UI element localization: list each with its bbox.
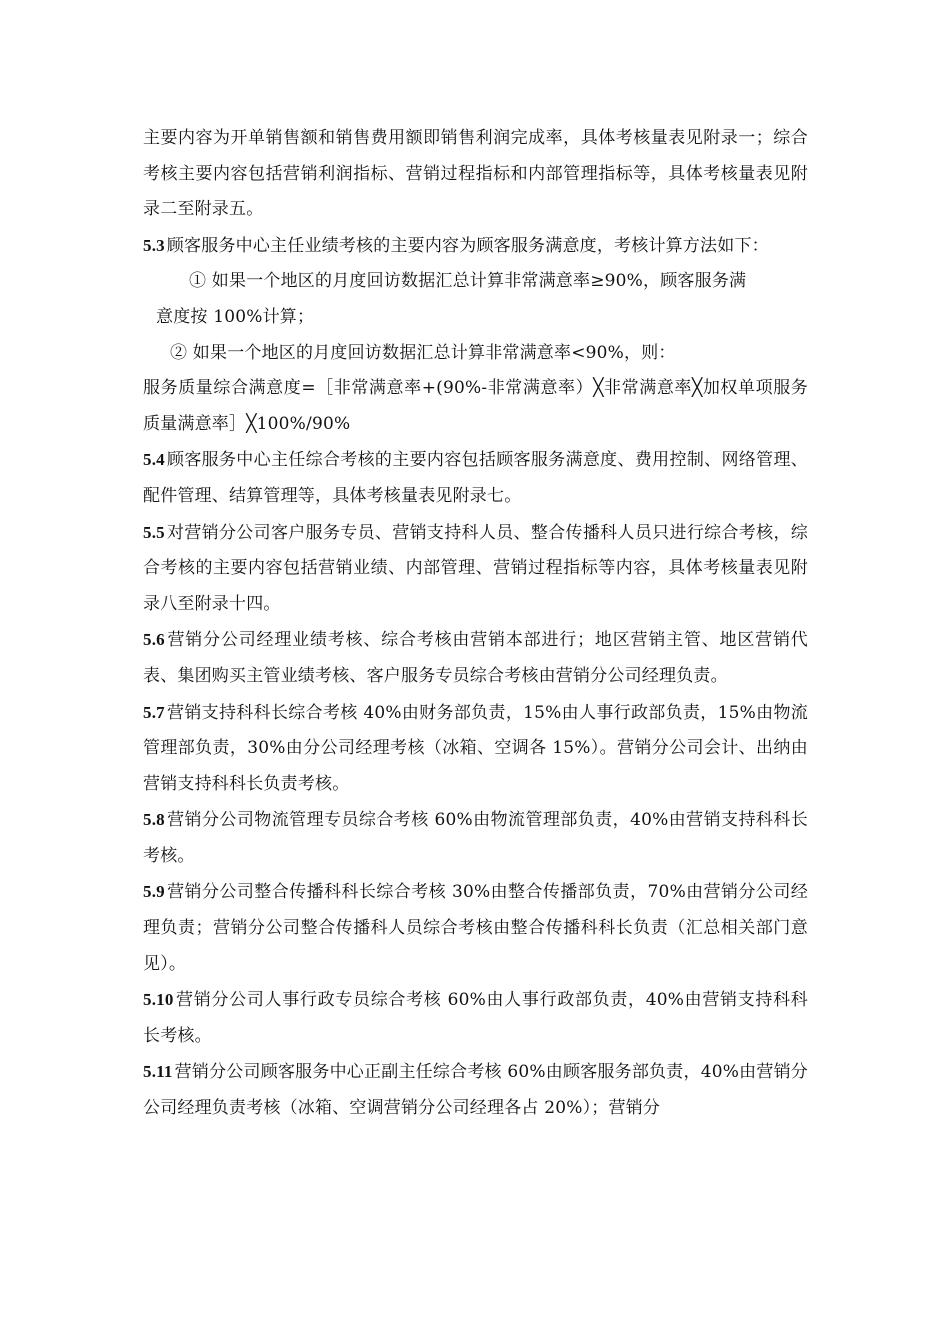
- section-text: 营销分公司人事行政专员综合考核 60%由人事行政部负责，40%由营销支持科科长考核。: [143, 990, 808, 1046]
- section-number: 5.10: [143, 990, 174, 1010]
- section-text: 营销分公司顾客服务中心正副主任综合考核 60%由顾客服务部负责，40%由营销分公司经理负责考核（冰箱、空调营销分公司经理各占 20%）；营销分: [143, 1062, 808, 1119]
- list-item-1-line-1: ① 如果一个地区的月度回访数据汇总计算非常满意率≥90%，顾客服务满: [189, 271, 747, 292]
- section-text: 营销分公司物流管理专员综合考核 60%由物流管理部负责，40%由营销支持科科长考核。: [143, 810, 808, 866]
- section-number: 5.7: [143, 702, 165, 722]
- section-text: 营销支持科科长综合考核 40%由财务部负责，15%由人事行政部负责，15%由物流管理部负责，30%由分公司经理考核（冰箱、空调各 15%）。营销分公司会计、出纳由营销支持科科长负责考核。: [143, 702, 808, 794]
- section-5-3: [143, 228, 808, 265]
- section-number: 5.6: [143, 630, 165, 650]
- section-text: 营销分公司经理业绩考核、综合考核由营销本部进行；地区营销主管、地区营销代表、集团购买主管业绩考核、客户服务专员综合考核由营销分公司经理负责。: [143, 630, 808, 686]
- formula-paragraph: [143, 371, 808, 442]
- section-number: 5.11: [143, 1062, 173, 1082]
- section-5-9: [143, 874, 808, 982]
- section-5-4: [143, 442, 808, 514]
- intro-paragraph: [143, 121, 808, 228]
- section-text: 对营销分公司客户服务专员、营销支持科人员、整合传播科人员只进行综合考核，综合考核的主要内容包括营销业绩、内部管理、营销过程指标等内容，具体考核量表见附录八至附录十四。: [143, 522, 808, 614]
- list-item-2: [143, 336, 808, 372]
- section-text: 顾客服务中心主任业绩考核的主要内容为顾客服务满意度，考核计算方法如下：: [166, 235, 769, 256]
- list-item-2-text: ② 如果一个地区的月度回访数据汇总计算非常满意率<90%，则：: [170, 342, 676, 363]
- section-number: 5.8: [143, 810, 165, 830]
- section-text: 顾客服务中心主任综合考核的主要内容包括顾客服务满意度、费用控制、网络管理、配件管理、结算管理等，具体考核量表见附录七。: [143, 450, 808, 506]
- section-number: 5.9: [143, 882, 165, 902]
- document-body: [143, 121, 808, 1127]
- section-text: 营销分公司整合传播科科长综合考核 30%由整合传播部负责，70%由营销分公司经理负责；营销分公司整合传播科人员综合考核由整合传播科科长负责（汇总相关部门意见）。: [143, 882, 808, 974]
- list-item-1: [143, 264, 808, 335]
- section-5-8: [143, 802, 808, 874]
- section-number: 5.3: [143, 235, 165, 255]
- list-item-1-line-2: 意度按 100%计算；: [156, 306, 315, 327]
- formula-text: 服务质量综合满意度=［非常满意率+(90%-非常满意率）╳非常满意率╳加权单项服务质量满意率］╳100%/90%: [143, 378, 808, 434]
- section-number: 5.4: [143, 450, 165, 470]
- section-5-10: [143, 982, 808, 1054]
- section-number: 5.5: [143, 522, 165, 542]
- section-5-11: [143, 1054, 808, 1126]
- section-5-7: [143, 695, 808, 803]
- section-5-5: [143, 515, 808, 623]
- section-5-6: [143, 622, 808, 694]
- intro-text: 主要内容为开单销售额和销售费用额即销售利润完成率，具体考核量表见附录一；综合考核主要内容包括营销利润指标、营销过程指标和内部管理指标等，具体考核量表见附录二至附录五。: [143, 128, 808, 220]
